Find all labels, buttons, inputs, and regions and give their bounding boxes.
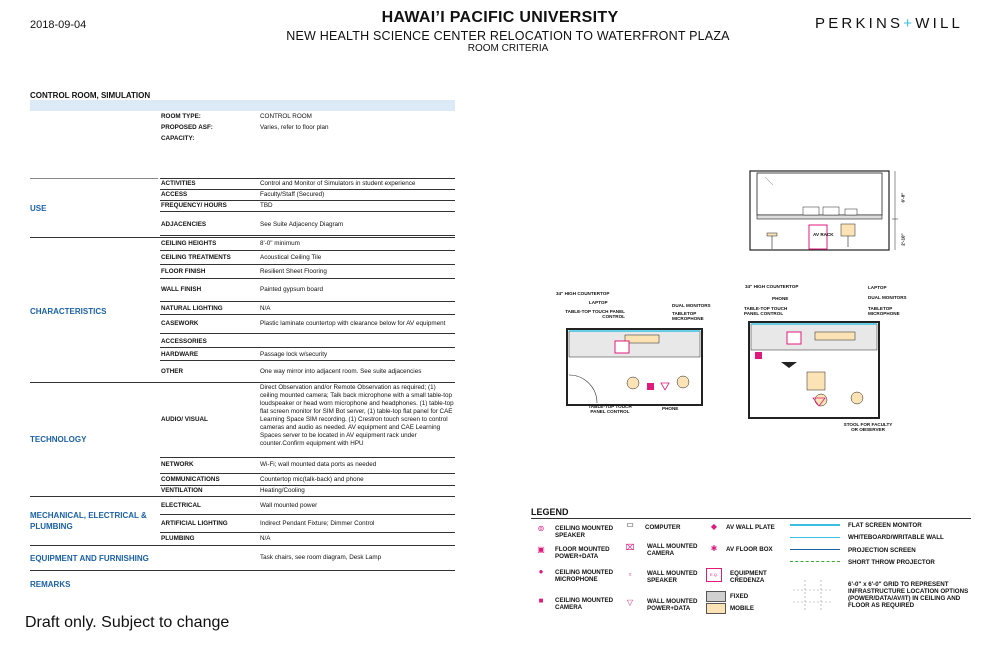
row-ceiling-treatments-label: CEILING TREATMENTS bbox=[161, 254, 231, 261]
row-ventilation-value: Heating/Cooling bbox=[260, 487, 305, 494]
row-audio-visual-label: AUDIO/ VISUAL bbox=[161, 416, 208, 423]
row-other-label: OTHER bbox=[161, 368, 184, 375]
ceiling-camera-icon: ■ bbox=[538, 596, 544, 605]
elevation-diagram bbox=[745, 165, 905, 260]
grid-swatch bbox=[793, 580, 833, 610]
row-activities-value: Control and Monitor of Simulators in student experience bbox=[260, 180, 416, 187]
legend-divider bbox=[531, 518, 971, 519]
plan-desk bbox=[625, 335, 659, 343]
countertop bbox=[757, 215, 882, 219]
row-plumbing-value: N/A bbox=[260, 535, 271, 542]
av-floor-box-icon: ✱ bbox=[710, 544, 718, 553]
row-electrical-label: ELECTRICAL bbox=[161, 502, 201, 509]
mobile-swatch bbox=[706, 603, 726, 614]
row-accessories-label: ACCESSORIES bbox=[161, 338, 207, 345]
row-line bbox=[160, 314, 455, 315]
section-characteristics: CHARACTERISTICS bbox=[30, 307, 107, 316]
legend-whiteboard: WHITEBOARD/WRITABLE WALL bbox=[848, 534, 944, 541]
plan-rack bbox=[787, 332, 801, 344]
plan-chair bbox=[851, 392, 863, 404]
legend-flat-screen: FLAT SCREEN MONITOR bbox=[848, 522, 922, 529]
legend-av-wall-plate: AV WALL PLATE bbox=[726, 524, 775, 531]
plan-chair bbox=[807, 372, 825, 390]
projection-screen-swatch bbox=[790, 549, 840, 550]
row-line bbox=[160, 189, 455, 190]
row-hardware-label: HARDWARE bbox=[161, 351, 199, 358]
legend-mobile: MOBILE bbox=[730, 605, 755, 612]
left-floor-plan bbox=[555, 325, 715, 410]
row-line bbox=[160, 235, 455, 236]
fixed-swatch bbox=[706, 591, 726, 602]
legend-wall-power: WALL MOUNTED POWER+DATA bbox=[647, 598, 698, 612]
right-phone-label: PHONE bbox=[772, 296, 789, 301]
row-line bbox=[160, 301, 455, 302]
row-other-value: One way mirror into adjacent room. See suite adjacencies bbox=[260, 368, 422, 375]
row-hardware-value: Passage lock w/security bbox=[260, 351, 328, 358]
section-divider bbox=[30, 545, 455, 546]
row-line bbox=[160, 250, 455, 251]
room-type-value: CONTROL ROOM bbox=[260, 113, 312, 120]
left-touch-panel-bottom-label: TABLE-TOP TOUCH PANEL CONTROL bbox=[588, 404, 632, 414]
left-dual-monitors-label: DUAL MONITORS bbox=[672, 303, 711, 308]
section-divider bbox=[30, 382, 455, 383]
legend-ceiling-mic: CEILING MOUNTED MICROPHONE bbox=[555, 569, 614, 583]
mirror-glint bbox=[765, 177, 773, 185]
row-line bbox=[160, 485, 455, 486]
logo-right: WILL bbox=[915, 15, 964, 32]
row-line bbox=[160, 278, 455, 279]
title-bar bbox=[30, 100, 455, 111]
row-natural-lighting-value: N/A bbox=[260, 305, 271, 312]
row-casework-label: CASEWORK bbox=[161, 320, 199, 327]
row-adjacencies-value: See Suite Adjacency Diagram bbox=[260, 221, 344, 228]
room-type-label: ROOM TYPE: bbox=[161, 113, 201, 120]
row-furnishing-value: Task chairs, see room diagram, Desk Lamp bbox=[260, 554, 382, 561]
legend-floor-power: FLOOR MOUNTED POWER+DATA bbox=[555, 546, 610, 560]
floor-power-icon: ▣ bbox=[537, 545, 545, 554]
row-casework-value: Plastic laminate countertop with clearance below for AV equipment bbox=[260, 320, 446, 327]
legend-computer: COMPUTER bbox=[645, 524, 681, 531]
row-electrical-value: Wall mounted power bbox=[260, 502, 318, 509]
row-access-label: ACCESS bbox=[161, 191, 188, 198]
ceiling-mic-icon: ● bbox=[538, 567, 544, 576]
left-phone-label: PHONE bbox=[662, 406, 679, 411]
row-ceiling-treatments-value: Acoustical Ceiling Tile bbox=[260, 254, 322, 261]
right-dual-monitors-label: DUAL MONITORS bbox=[868, 295, 907, 300]
dim-label-1: 6'-8" bbox=[900, 192, 906, 203]
plan-chair bbox=[677, 376, 689, 388]
row-floor-finish-label: FLOOR FINISH bbox=[161, 268, 206, 275]
row-ceiling-heights-label: CEILING HEIGHTS bbox=[161, 240, 217, 247]
page-subtitle-2: ROOM CRITERIA bbox=[467, 43, 549, 54]
row-line bbox=[160, 200, 455, 201]
section-mep: MECHANICAL, ELECTRICAL & PLUMBING bbox=[30, 511, 147, 531]
legend-ceiling-camera: CEILING MOUNTED CAMERA bbox=[555, 597, 614, 611]
section-technology: TECHNOLOGY bbox=[30, 435, 87, 444]
row-plumbing-label: PLUMBING bbox=[161, 535, 195, 542]
elevation-mirror bbox=[757, 173, 882, 215]
av-rack bbox=[809, 225, 827, 249]
row-line bbox=[160, 532, 455, 533]
monitor bbox=[803, 207, 819, 215]
short-throw-swatch bbox=[790, 561, 840, 562]
section-divider bbox=[30, 570, 455, 571]
stool bbox=[767, 233, 777, 236]
row-wall-finish-value: Painted gypsum board bbox=[260, 286, 324, 293]
wall-speaker-icon: ▫ bbox=[628, 570, 632, 579]
right-laptop-label: LAPTOP bbox=[868, 285, 887, 290]
row-floor-finish-value: Resilient Sheet Flooring bbox=[260, 268, 327, 275]
legend-fixed: FIXED bbox=[730, 593, 749, 600]
right-floor-plan bbox=[745, 318, 905, 423]
row-artificial-lighting-label: ARTIFICIAL LIGHTING bbox=[161, 520, 228, 527]
row-line bbox=[160, 360, 455, 361]
legend-title: LEGEND bbox=[531, 507, 569, 517]
row-network-label: NETWORK bbox=[161, 461, 194, 468]
row-artificial-lighting-value: Indirect Pendant Fixture; Dimmer Control bbox=[260, 520, 375, 527]
door-swing bbox=[569, 375, 597, 403]
room-title: CONTROL ROOM, SIMULATION bbox=[30, 91, 151, 100]
whiteboard-swatch bbox=[790, 537, 840, 538]
plan-stool bbox=[815, 394, 827, 406]
row-network-value: Wi-Fi; wall mounted data ports as needed bbox=[260, 461, 377, 468]
asf-label: PROPOSED ASF: bbox=[161, 124, 213, 131]
date: 2018-09-04 bbox=[30, 19, 87, 31]
wall-camera-icon: ⌧ bbox=[625, 543, 635, 552]
projector-arrow bbox=[781, 362, 797, 368]
dim-label-2: 2'-10" bbox=[900, 233, 906, 246]
right-tabletop-mic-label: TABLETOP MICROPHONE bbox=[868, 306, 900, 316]
legend-grid-note: 6'-0" x 6'-0" GRID TO REPRESENT INFRASTRUCTURE LOCATION OPTIONS (POWER/DATA/AV/IT) IN CEILING AND FLOOR AS REQUIRED bbox=[848, 581, 969, 609]
row-communications-label: COMMUNICATIONS bbox=[161, 476, 220, 483]
legend-wall-speaker: WALL MOUNTED SPEAKER bbox=[647, 570, 698, 584]
row-audio-visual-value: Direct Observation and/or Remote Observation as required; (1) ceiling mounted camera; Talk back microphone with a small table-top loudspeaker or head worn microphone and headphones. (1) table-top flat screen monitor for SIM Bot server, (1) table-top flat panel for CAE Learning Space SIM recording. (1) Crestron touch screen to control cameras and audio as needed. AV equipment and CAE Learning Spaces server to be located in AV equipment rack under counter.Confirm equipment with HPU bbox=[260, 384, 454, 447]
logo-plus: + bbox=[903, 15, 916, 32]
ceiling-speaker-icon: ⊚ bbox=[537, 524, 545, 533]
right-countertop-label: 34" HIGH COUNTERTOP bbox=[745, 284, 799, 289]
asf-value: Varies, refer to floor plan bbox=[260, 124, 329, 131]
wall-power bbox=[661, 383, 669, 390]
page-subtitle: NEW HEALTH SCIENCE CENTER RELOCATION TO WATERFRONT PLAZA bbox=[286, 29, 730, 43]
page-title: HAWAI’I PACIFIC UNIVERSITY bbox=[381, 9, 619, 26]
section-divider bbox=[30, 178, 158, 179]
plan-desk bbox=[815, 332, 855, 340]
equipment-credenza-icon: E.Q. bbox=[706, 568, 722, 582]
left-countertop-label: 34" HIGH COUNTERTOP bbox=[556, 291, 610, 296]
row-communications-value: Countertop mic(talk-back) and phone bbox=[260, 476, 364, 483]
row-access-value: Faculty/Staff (Secured) bbox=[260, 191, 325, 198]
row-activities-label: ACTIVITIES bbox=[161, 180, 196, 187]
plan-rack bbox=[615, 341, 629, 353]
legend-av-floor-box: AV FLOOR BOX bbox=[726, 546, 773, 553]
capacity-label: CAPACITY: bbox=[161, 135, 195, 142]
section-remarks: REMARKS bbox=[30, 580, 71, 589]
left-touch-panel-label: TABLE-TOP TOUCH PANEL CONTROL bbox=[565, 309, 625, 319]
av-wall-plate-icon: ◆ bbox=[710, 522, 718, 531]
row-line bbox=[160, 211, 455, 212]
row-line bbox=[160, 347, 455, 348]
legend-short-throw: SHORT THROW PROJECTOR bbox=[848, 559, 935, 566]
left-laptop-label: LAPTOP bbox=[589, 300, 608, 305]
row-line bbox=[160, 264, 455, 265]
legend-wall-camera: WALL MOUNTED CAMERA bbox=[647, 543, 698, 557]
section-use: USE bbox=[30, 204, 47, 213]
section-divider bbox=[30, 237, 455, 238]
row-line bbox=[160, 178, 455, 179]
row-ventilation-label: VENTILATION bbox=[161, 487, 203, 494]
section-equipment: EQUIPMENT AND FURNISHING bbox=[30, 554, 149, 563]
row-adjacencies-label: ADJACENCIES bbox=[161, 221, 207, 228]
chair bbox=[841, 224, 855, 236]
floor-box bbox=[647, 383, 654, 390]
right-stool-label: STOOL FOR FACULTY OR OBSERVER bbox=[843, 422, 893, 432]
legend-projection-screen: PROJECTION SCREEN bbox=[848, 547, 916, 554]
logo-left: PERKINS bbox=[815, 15, 904, 32]
plan-counter bbox=[751, 324, 877, 350]
left-tabletop-mic-label: TABLETOP MICROPHONE bbox=[672, 311, 704, 321]
row-frequency-label: FREQUENCY/ HOURS bbox=[161, 202, 227, 209]
row-frequency-value: TBD bbox=[260, 202, 273, 209]
row-wall-finish-label: WALL FINISH bbox=[161, 286, 202, 293]
row-line bbox=[160, 514, 455, 515]
av-rack-label: AV RACK bbox=[813, 232, 834, 237]
row-line bbox=[160, 473, 455, 474]
legend-equipment-credenza: EQUIPMENT CREDENZA bbox=[730, 570, 767, 584]
section-divider bbox=[30, 496, 455, 497]
row-ceiling-heights-value: 8'-0" minimum bbox=[260, 240, 300, 247]
row-natural-lighting-label: NATURAL LIGHTING bbox=[161, 305, 223, 312]
row-line bbox=[160, 457, 455, 458]
company-logo bbox=[815, 15, 963, 32]
floor-box bbox=[755, 352, 762, 359]
row-line bbox=[160, 333, 455, 334]
right-touch-panel-label: TABLE-TOP TOUCH PANEL CONTROL bbox=[744, 306, 788, 316]
flat-screen-swatch bbox=[790, 524, 840, 526]
laptop bbox=[845, 209, 857, 215]
plan-chair bbox=[627, 377, 639, 389]
computer-icon: ▭ bbox=[626, 520, 634, 529]
draft-note: Draft only. Subject to change bbox=[25, 614, 230, 631]
wall-power-icon: ▽ bbox=[626, 598, 634, 607]
monitor bbox=[823, 207, 839, 215]
legend-ceiling-speaker: CEILING MOUNTED SPEAKER bbox=[555, 525, 614, 539]
